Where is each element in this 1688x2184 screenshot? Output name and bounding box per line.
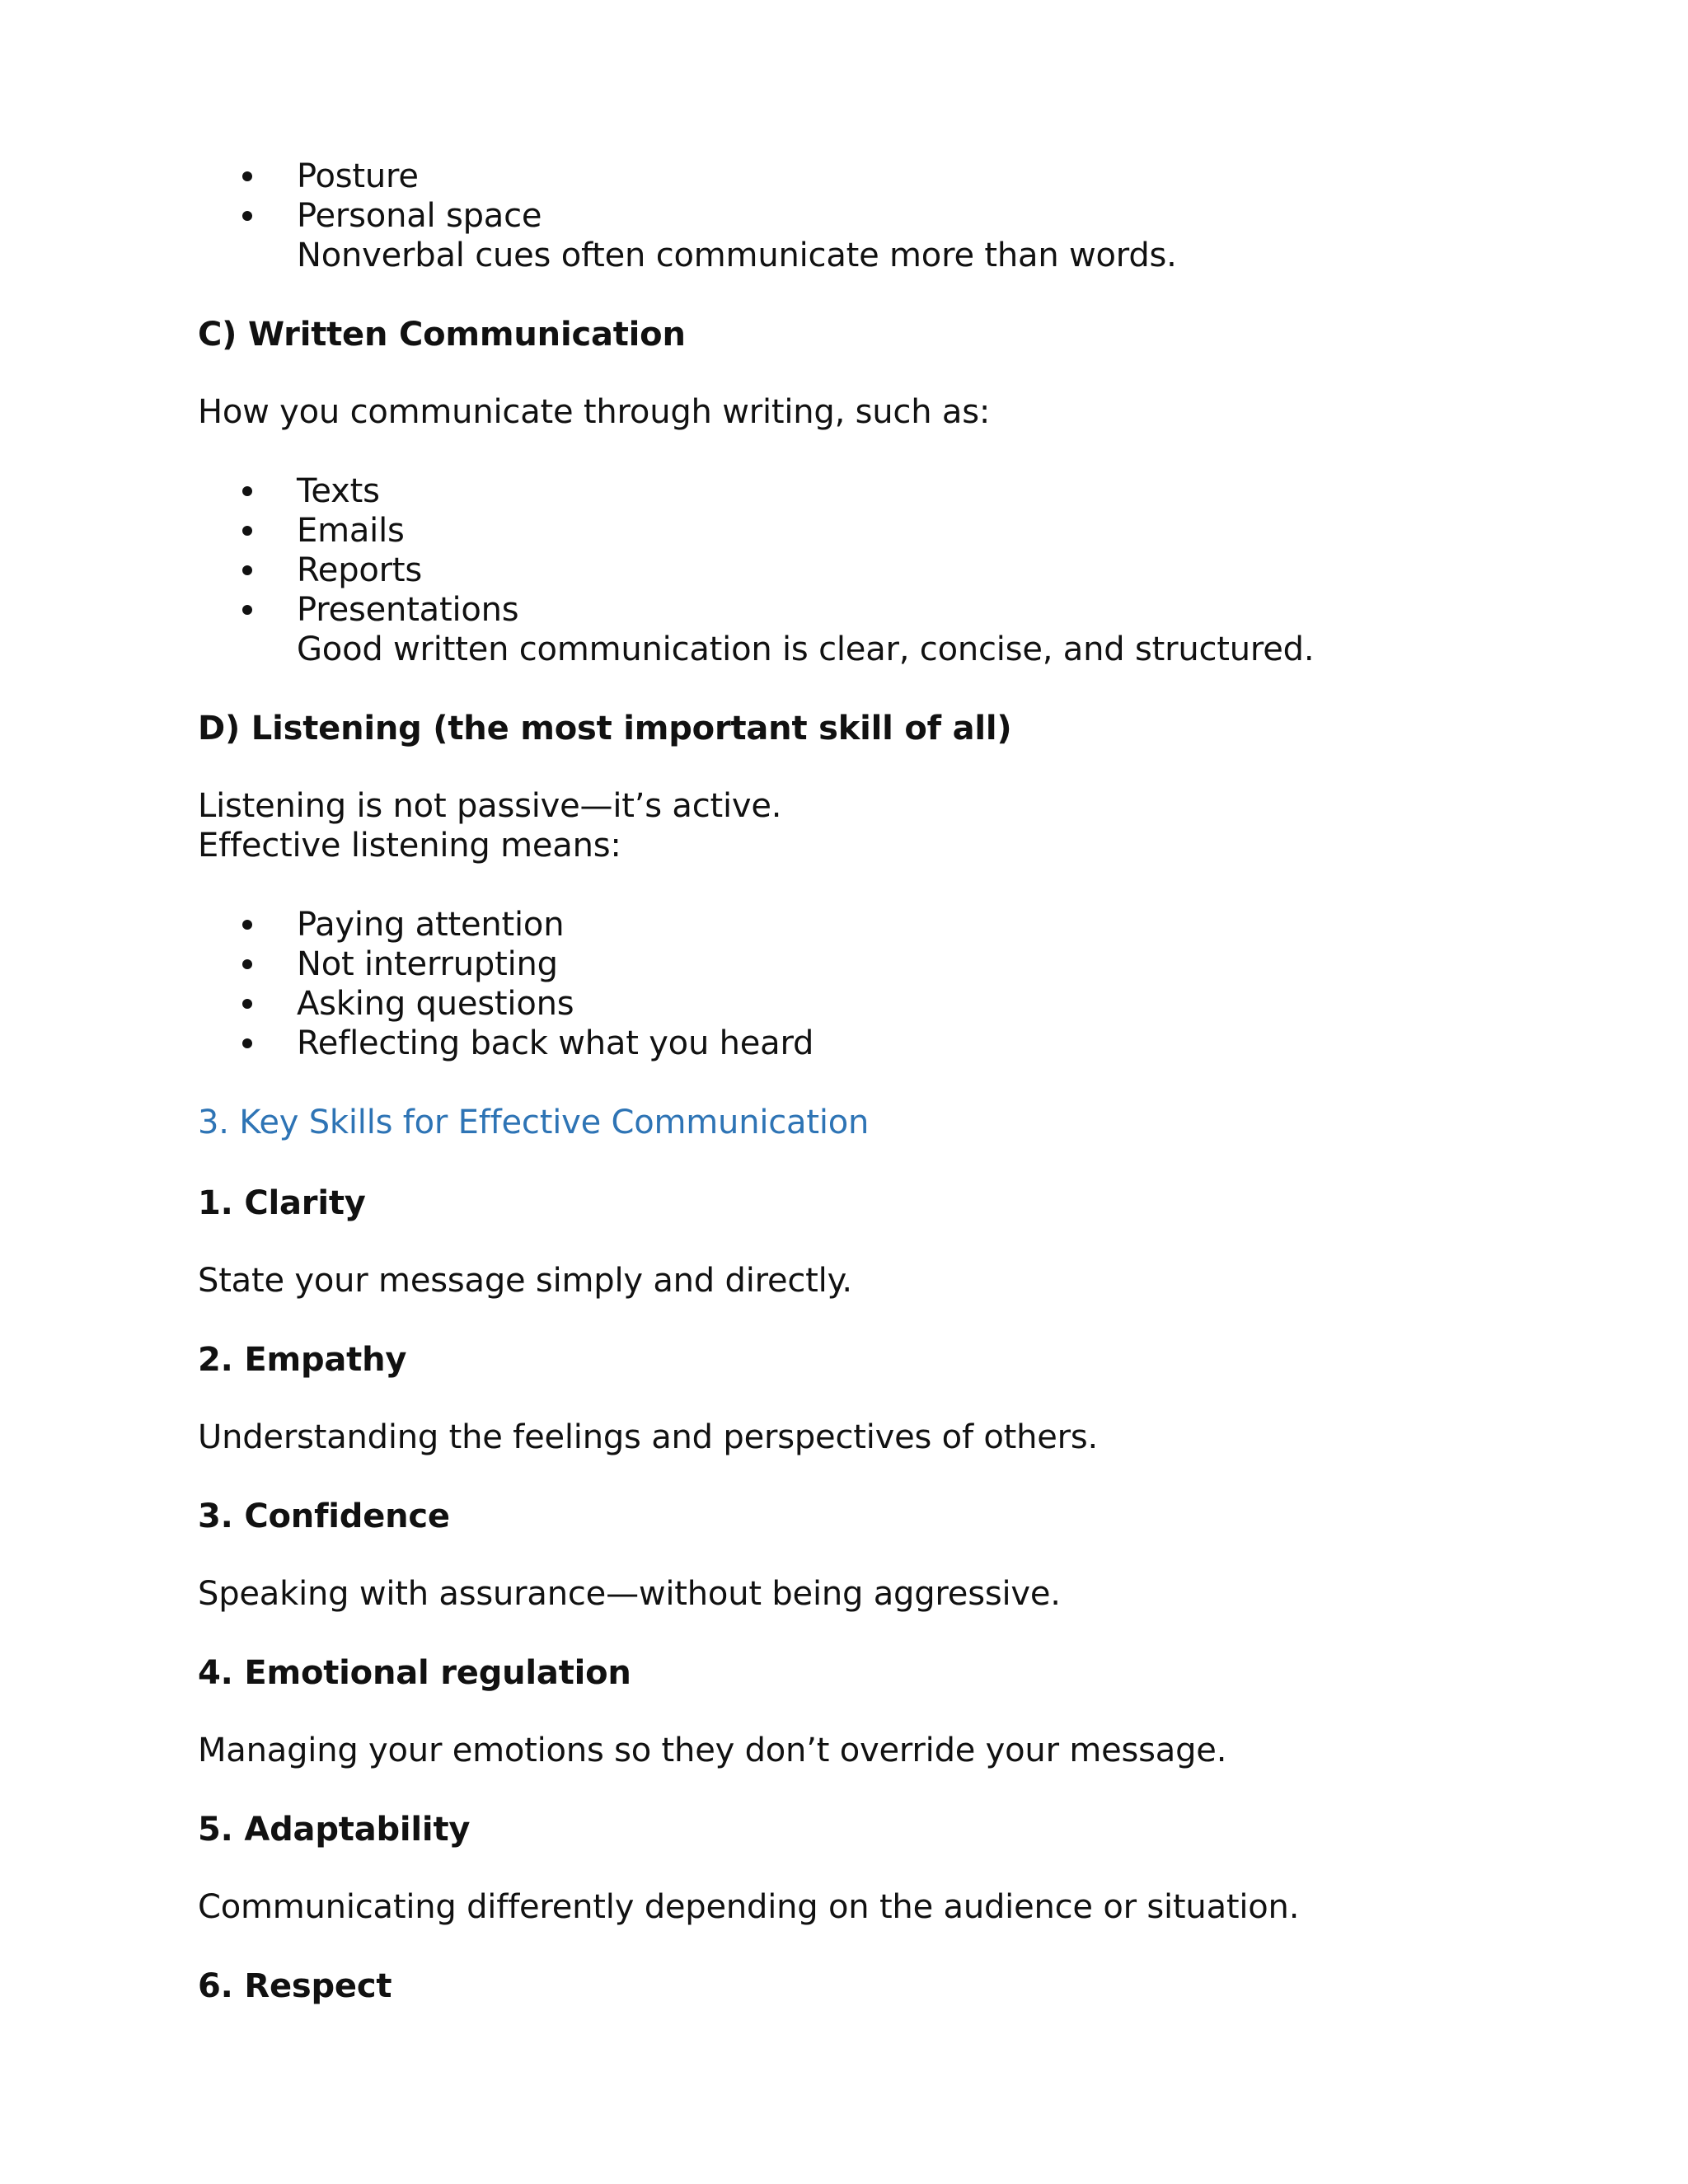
list-item: Asking questions <box>297 985 574 1023</box>
list-item: Reflecting back what you heard <box>297 1024 814 1062</box>
skill-text: Managing your emotions so they don’t override your message. <box>198 1732 1227 1769</box>
section-heading-listening: D) Listening (the most important skill of all) <box>198 710 1012 748</box>
section-heading-key-skills: 3. Key Skills for Effective Communication <box>198 1104 870 1141</box>
skill-text: Understanding the feelings and perspectives of others. <box>198 1418 1099 1456</box>
skill-text: Communicating differently depending on the audience or situation. <box>198 1888 1300 1926</box>
bullet-icon <box>242 999 252 1009</box>
skill-text: Speaking with assurance—without being aggressive. <box>198 1575 1061 1613</box>
list-item: Paying attention <box>297 906 565 944</box>
skill-title: 2. Empathy <box>198 1341 407 1379</box>
bullet-icon <box>242 526 252 536</box>
paragraph-text: Good written communication is clear, concise, and structured. <box>297 630 1315 668</box>
list-item: Not interrupting <box>297 945 558 983</box>
skill-title: 5. Adaptability <box>198 1811 471 1849</box>
paragraph-text: Nonverbal cues often communicate more than words. <box>297 237 1177 274</box>
list-item: Presentations <box>297 591 519 629</box>
bullet-icon <box>242 211 252 221</box>
paragraph-text: Listening is not passive—it’s active. <box>198 787 782 825</box>
bullet-icon <box>242 920 252 930</box>
list-item: Texts <box>297 472 380 510</box>
skill-title: 6. Respect <box>198 1967 392 2005</box>
bullet-icon <box>242 486 252 496</box>
skill-text: State your message simply and directly. <box>198 1262 852 1300</box>
paragraph-text: Effective listening means: <box>198 827 621 865</box>
bullet-icon <box>242 605 252 615</box>
list-item: Posture <box>297 157 419 195</box>
skill-title: 3. Confidence <box>198 1497 450 1535</box>
skill-title: 4. Emotional regulation <box>198 1654 631 1692</box>
bullet-icon <box>242 1038 252 1048</box>
bullet-icon <box>242 959 252 969</box>
section-heading-written: C) Written Communication <box>198 316 686 354</box>
bullet-icon <box>242 565 252 575</box>
bullet-icon <box>242 171 252 181</box>
list-item: Personal space <box>297 197 542 235</box>
paragraph-text: How you communicate through writing, such as: <box>198 393 991 431</box>
list-item: Emails <box>297 512 405 550</box>
list-item: Reports <box>297 551 423 589</box>
skill-title: 1. Clarity <box>198 1184 366 1222</box>
